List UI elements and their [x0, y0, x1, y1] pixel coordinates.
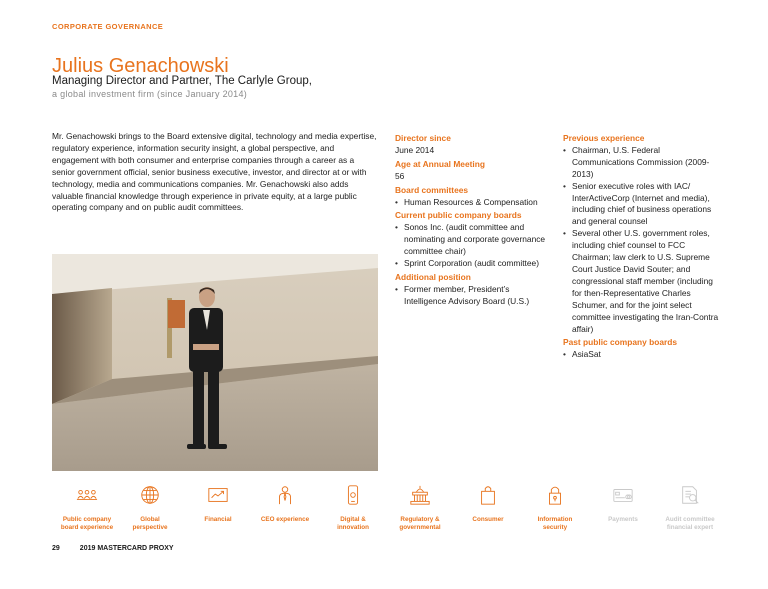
director-details-column — [395, 131, 550, 308]
director-role: Managing Director and Partner, The Carlyle Group, — [52, 75, 312, 87]
lock-icon — [544, 484, 566, 506]
skill-label-1: Payments — [608, 516, 638, 523]
skill-label-2: governmental — [399, 523, 441, 531]
skill-payments — [588, 484, 658, 524]
list-item: • Senior executive roles with IAC/ InterActiveCorp (Internet and media), including chief of business operations and general counsel — [563, 181, 723, 229]
committees-list — [395, 197, 550, 209]
skill-label-1: Financial — [204, 516, 232, 523]
past-boards-list — [563, 349, 723, 361]
page-number: 29 — [52, 545, 60, 552]
skills-row — [52, 484, 732, 534]
age-heading: Age at Annual Meeting — [395, 158, 485, 169]
skill-consumer — [453, 484, 523, 524]
skill-label-1: Global — [140, 516, 160, 523]
skill-label-1: Information — [537, 516, 573, 523]
director-role-detail: a global investment firm (since January 2014) — [52, 89, 248, 99]
director-since-value: June 2014 — [395, 144, 435, 155]
director-photo — [52, 254, 378, 471]
past-boards-heading: Past public company boards — [563, 337, 678, 348]
boards-list — [395, 222, 550, 270]
skill-regulatory — [385, 484, 455, 531]
additional-heading: Additional position — [395, 271, 471, 282]
skill-infosec — [520, 484, 590, 531]
skill-label-2: perspective — [132, 523, 168, 531]
audit-icon — [679, 484, 701, 506]
document-title: 2019 MASTERCARD PROXY — [79, 545, 174, 552]
capitol-icon — [409, 484, 431, 506]
page-footer — [52, 545, 174, 552]
skill-label-1: Digital & — [340, 516, 366, 523]
skill-financial — [183, 484, 253, 524]
skill-label-1: Audit committee — [665, 516, 715, 523]
list-item: • AsiaSat — [563, 349, 723, 361]
phone-icon — [342, 484, 364, 506]
chart-icon — [207, 484, 229, 506]
people-group-icon — [76, 484, 98, 506]
skill-label-2: financial expert — [666, 523, 714, 531]
skill-label-2: security — [542, 523, 568, 531]
skill-label-2: innovation — [337, 523, 369, 531]
age-value: 56 — [395, 170, 405, 181]
skill-audit — [655, 484, 725, 531]
experience-column — [563, 131, 723, 361]
skill-label-1: Public company — [62, 516, 112, 523]
list-item: • Human Resources & Compensation — [395, 197, 550, 209]
additional-list — [395, 284, 550, 308]
director-bio: Mr. Genachowski brings to the Board extensive digital, technology and media expertise, regulatory experience, information security insight, a global perspective, and engagement with both consumer and enterprise companies through a career as a senior government official, senior business executive, investor, and director at or with technology, media and communications companies. Mr. Genachowski also adds valuable financial knowledge through experience in private equity, at a large public operating company and on public audit committees. — [52, 131, 377, 213]
globe-icon — [139, 484, 161, 506]
skill-label-1: Consumer — [472, 516, 504, 523]
director-name: Julius Genachowski — [52, 55, 229, 77]
list-item: • Sprint Corporation (audit committee) — [395, 258, 550, 270]
director-since-heading: Director since — [395, 133, 451, 143]
shopping-bag-icon — [477, 484, 499, 506]
list-item: • Several other U.S. government roles, including chief counsel to FCC Chairman; law clerk to U.S. Supreme Court Justice David Souter; and congressional staff member (including for then-Representative Charles Schumer, and for the joint select committee investigating the Iran-Contra affair) — [563, 228, 723, 335]
list-item: • Former member, President’s Intelligence Advisory Board (U.S.) — [395, 284, 550, 308]
skill-label-1: CEO experience — [260, 516, 310, 523]
card-icon — [612, 484, 634, 506]
boards-heading: Current public company boards — [395, 210, 522, 221]
previous-list — [563, 145, 723, 336]
skill-label-2: board experience — [60, 523, 114, 531]
list-item: • Chairman, U.S. Federal Communications Commission (2009-2013) — [563, 145, 723, 181]
executive-icon — [274, 484, 296, 506]
skill-ceo — [250, 484, 320, 524]
skill-digital — [318, 484, 388, 531]
skill-label-1: Regulatory & — [400, 516, 440, 523]
list-item: • Sonos Inc. (audit committee and nominating and corporate governance committee chair) — [395, 222, 550, 258]
skill-global — [115, 484, 185, 531]
section-label: CORPORATE GOVERNANCE — [52, 22, 164, 31]
previous-heading: Previous experience — [563, 133, 645, 143]
committees-heading: Board committees — [395, 184, 469, 195]
skill-public-board — [52, 484, 122, 531]
